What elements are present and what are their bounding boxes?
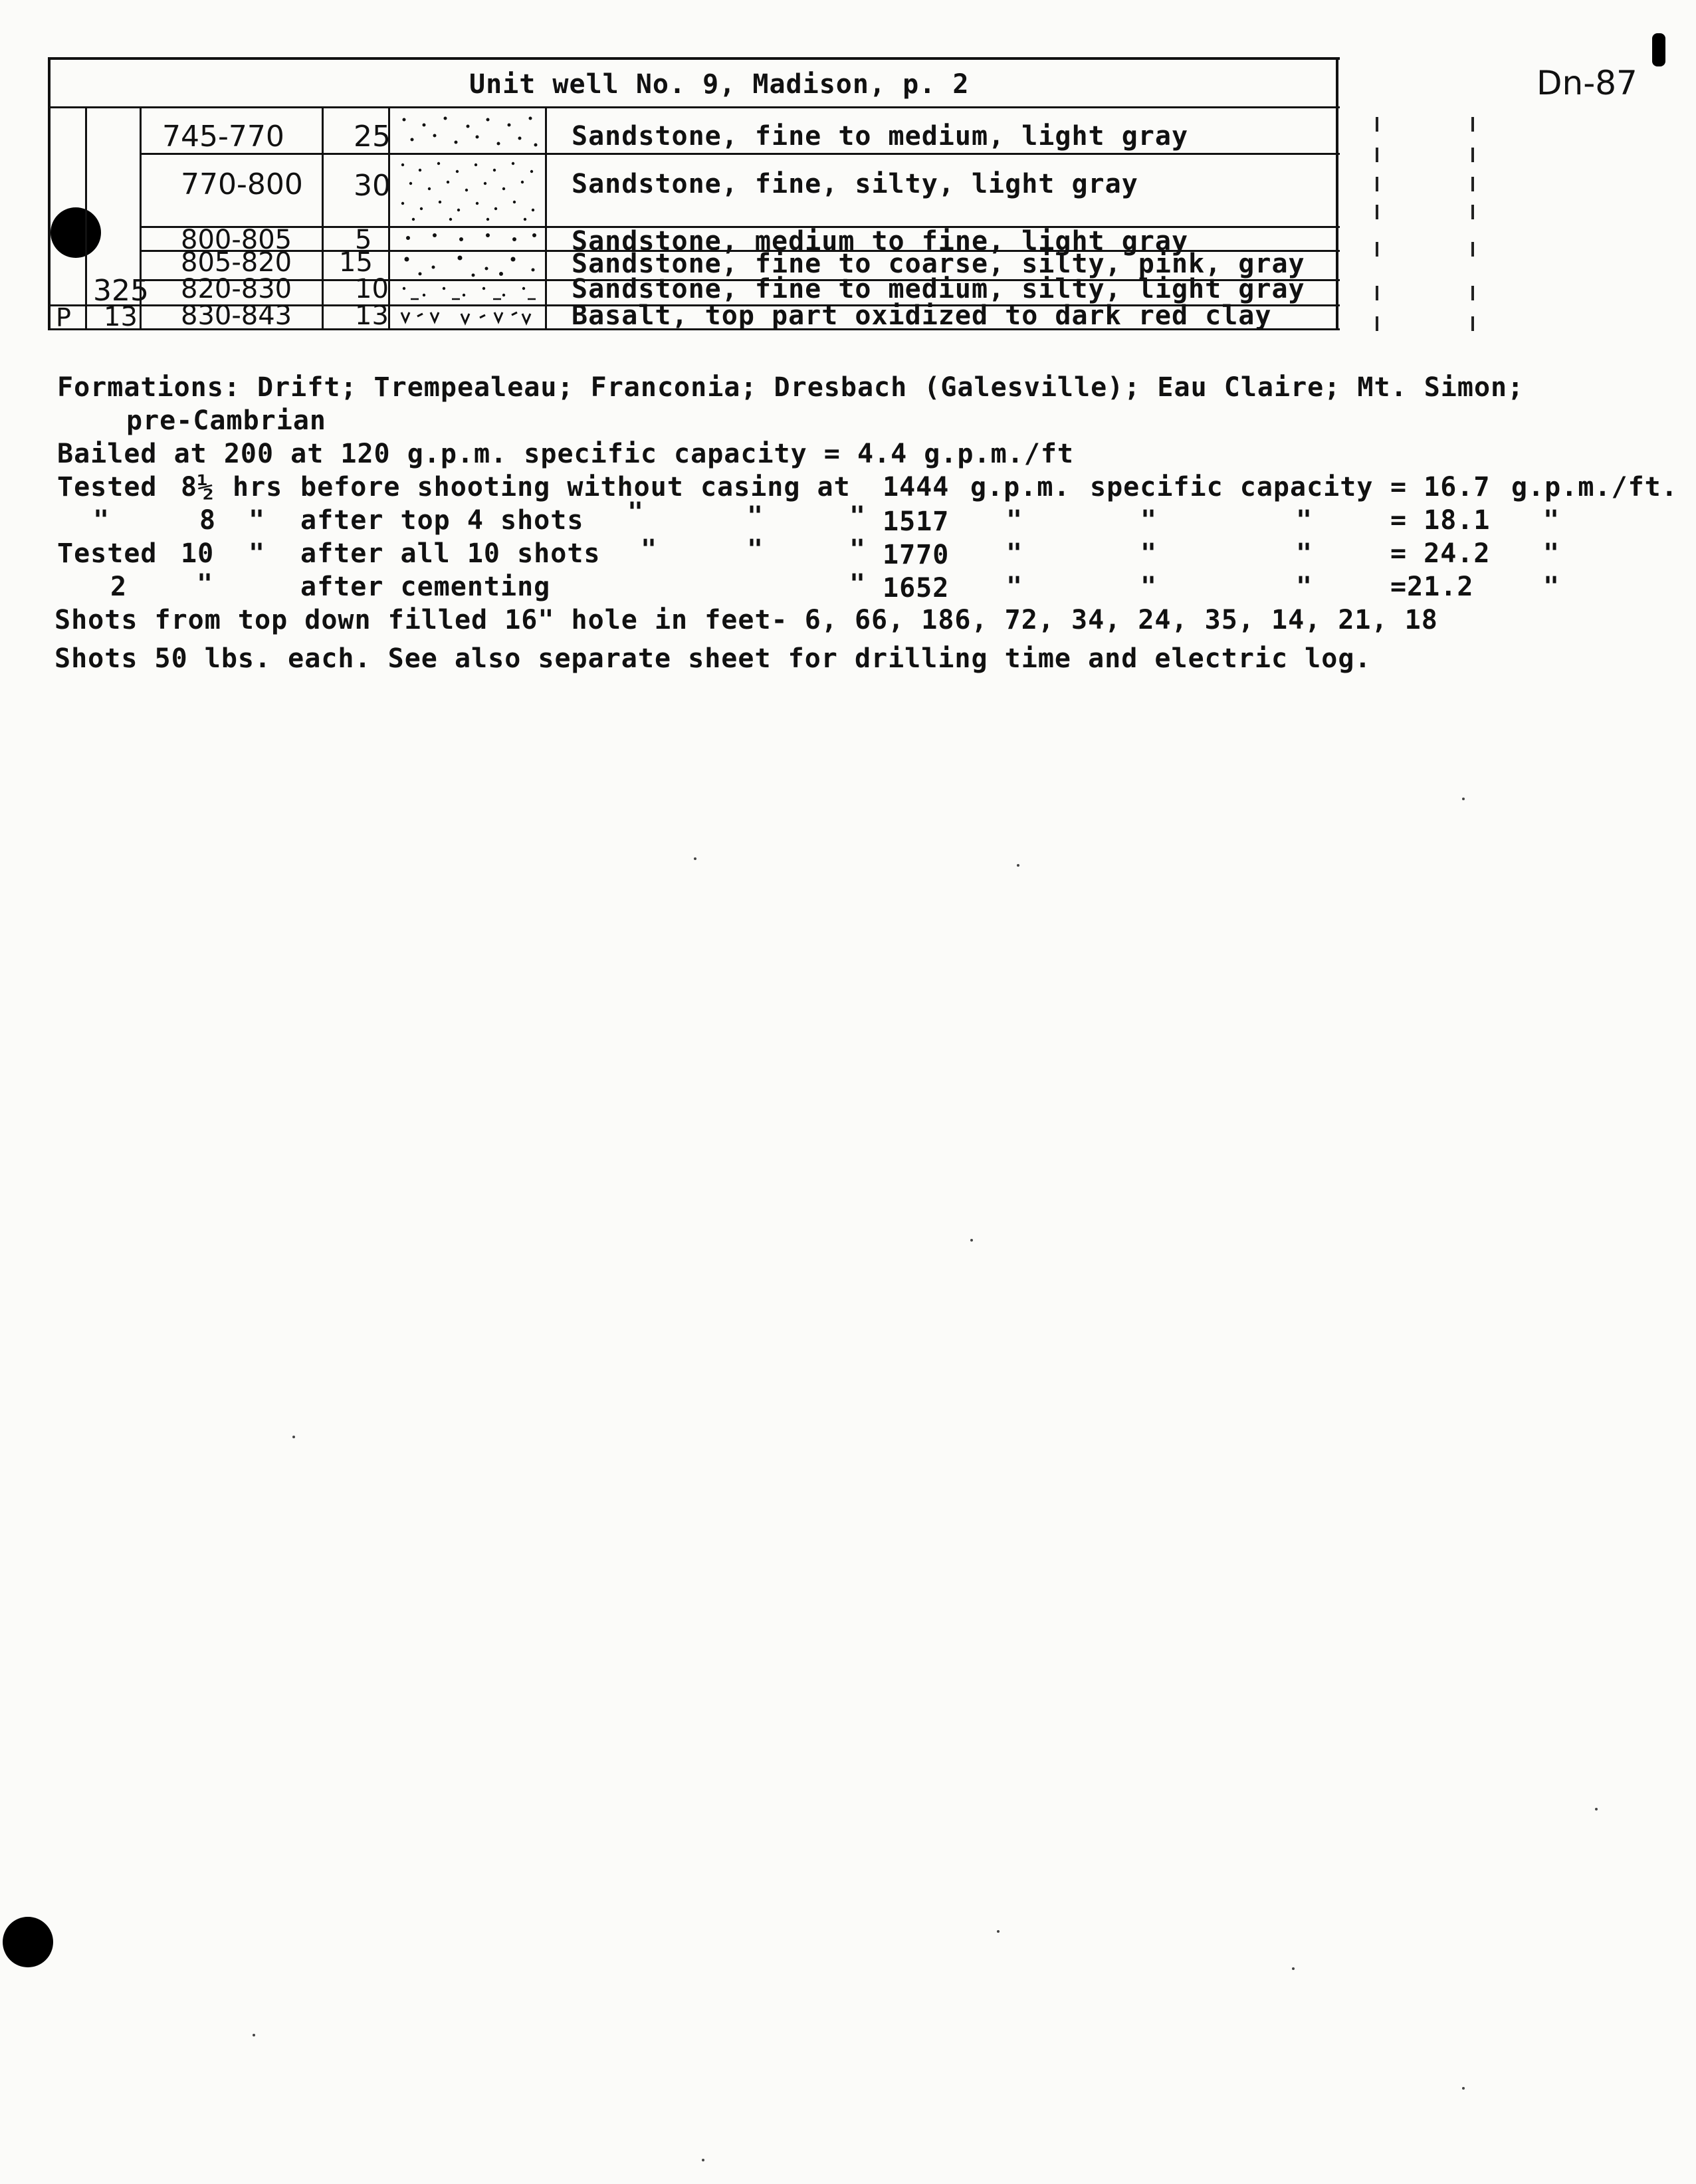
description-cell: Sandstone, fine to coarse, silty, pink, gray: [572, 249, 1305, 279]
cumulative-thickness-cell: 13: [104, 302, 138, 332]
thickness-cell: 13: [355, 300, 389, 331]
ditto-mark: ": [1140, 572, 1158, 602]
bailed-line: Bailed at 200 at 120 g.p.m. specific capacity = 4.4 g.p.m./ft: [57, 439, 1075, 469]
test-hours: 8½: [181, 472, 215, 502]
ditto-mark: ": [849, 569, 867, 600]
depth-cell: 770-800: [181, 167, 303, 201]
test-hours-unit: ": [249, 538, 266, 569]
ditto-mark: ": [1296, 572, 1313, 602]
ditto-mark: ": [1140, 538, 1158, 569]
test-rate-unit: g.p.m.: [970, 472, 1071, 502]
punch-hole-top: [51, 207, 101, 258]
depth-cell: 830-843: [181, 300, 292, 331]
test-hours-unit: ": [249, 505, 266, 536]
ditto-mark: ": [1006, 572, 1023, 602]
description-cell: Sandstone, fine to medium, silty, light gray: [572, 274, 1305, 304]
thickness-cell: 10: [355, 274, 389, 304]
table-top-border: [48, 57, 1340, 60]
test-rate: 1770: [883, 540, 950, 570]
depth-cell: 800-805: [181, 225, 292, 255]
test-label: Tested: [57, 472, 158, 502]
page-title: Unit well No. 9, Madison, p. 2: [469, 69, 970, 100]
test-capacity-value: = 16.7: [1390, 472, 1491, 502]
test-label: ": [93, 505, 110, 536]
row-line-1: [140, 153, 1340, 155]
description-cell: Sandstone, fine, silty, light gray: [572, 169, 1138, 199]
test-label: Tested: [57, 538, 158, 569]
ditto-mark: ": [641, 534, 658, 565]
description-cell: Sandstone, medium to fine, light gray: [572, 226, 1189, 257]
test-capacity-unit: g.p.m./ft.: [1511, 472, 1678, 502]
lithology-pattern-coarse-sandstone: [395, 253, 542, 279]
formation-side-code: P: [56, 303, 71, 332]
thickness-cell: 5: [355, 225, 372, 255]
formations-line: Formations: Drift; Trempealeau; Franconia; Dresbach (Galesville); Eau Claire; Mt. Simon;: [57, 372, 1525, 403]
shots-weight-line: Shots 50 lbs. each. See also separate sheet for drilling time and electric log.: [54, 643, 1372, 674]
ditto-mark: ": [1543, 538, 1560, 569]
depth-cell: 820-830: [181, 274, 292, 304]
thickness-cell: 15: [339, 247, 373, 278]
col-line-pattern: [545, 106, 547, 330]
test-condition: after cementing: [300, 572, 551, 602]
test-capacity-value: =21.2: [1390, 572, 1474, 602]
lithology-pattern-silty-sandstone: [395, 157, 542, 225]
col-line-left: [48, 57, 51, 330]
lithology-pattern-sandstone: [395, 110, 542, 152]
ditto-mark: ": [197, 569, 214, 600]
test-condition: before shooting without casing at: [300, 472, 851, 502]
test-hours: 10: [181, 538, 215, 569]
depth-cell: 745-770: [162, 120, 284, 154]
depth-cell: 805-820: [181, 247, 292, 278]
test-capacity-value: = 24.2: [1390, 538, 1491, 569]
ditto-mark: ": [1543, 572, 1560, 602]
description-cell: Basalt, top part oxidized to dark red clay: [572, 300, 1272, 331]
test-rate: 1444: [883, 472, 950, 502]
col-line-side: [85, 106, 87, 330]
test-condition: after all 10 shots: [300, 538, 601, 569]
ditto-mark: ": [747, 534, 764, 565]
thickness-cell: 25: [354, 120, 391, 154]
col-line-depth: [322, 106, 324, 330]
test-capacity-label: specific capacity: [1090, 472, 1374, 502]
ditto-mark: ": [849, 501, 867, 532]
punch-hole-bottom: [3, 1917, 53, 1967]
test-capacity-value: = 18.1: [1390, 505, 1491, 536]
test-hours-unit: hrs: [233, 472, 283, 502]
lithology-pattern-silty-fine-sandstone: [395, 282, 542, 303]
lithology-pattern-basalt: [395, 307, 542, 327]
cumulative-thickness-cell: 325: [93, 274, 149, 308]
ditto-mark: ": [1543, 505, 1560, 536]
lithology-pattern-medium-sandstone: [395, 229, 542, 249]
formations-continued: pre-Cambrian: [126, 405, 326, 436]
test-condition: after top 4 shots: [300, 505, 584, 536]
test-hours: 8: [199, 505, 217, 536]
col-line-desc: [1336, 57, 1338, 330]
ditto-mark: ": [1296, 505, 1313, 536]
ditto-mark: ": [1140, 505, 1158, 536]
shots-depths-line: Shots from top down filled 16" hole in feet- 6, 66, 186, 72, 34, 24, 35, 14, 21, 18: [54, 605, 1438, 635]
ditto-mark: ": [849, 534, 867, 565]
thickness-cell: 30: [354, 169, 391, 203]
page-corner-mark: [1652, 33, 1665, 66]
test-rate: 1517: [883, 506, 950, 537]
ditto-mark: ": [747, 501, 764, 532]
ditto-mark: ": [627, 497, 645, 528]
test-hours: 2: [110, 572, 128, 602]
ditto-mark: ": [1006, 505, 1023, 536]
test-rate: 1652: [883, 573, 950, 603]
ditto-mark: ": [1006, 538, 1023, 569]
catalog-id: Dn-87: [1537, 64, 1638, 102]
description-cell: Sandstone, fine to medium, light gray: [572, 121, 1189, 152]
header-underline: [48, 106, 1340, 108]
ditto-mark: ": [1296, 538, 1313, 569]
